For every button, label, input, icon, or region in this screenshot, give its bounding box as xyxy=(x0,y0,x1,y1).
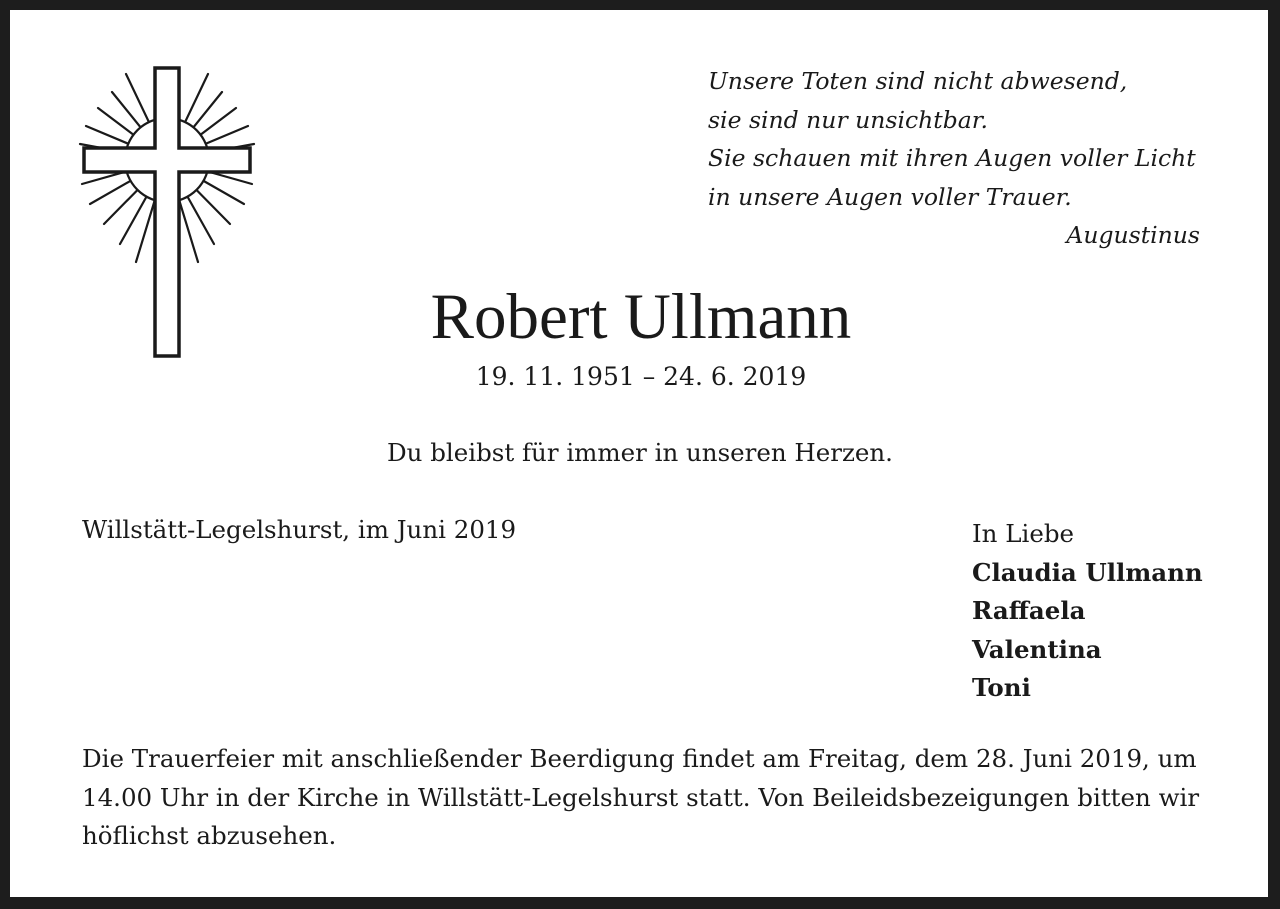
notice-line: Die Trauerfeier mit anschließender Beerdigung findet am Freitag, dem 28. Juni 2019, um xyxy=(82,744,1197,773)
obituary-notice xyxy=(10,10,1268,897)
notice-line: höflichst abzusehen. xyxy=(82,821,337,850)
quote-line: Unsere Toten sind nicht abwesend, xyxy=(708,67,1128,95)
funeral-notice xyxy=(82,740,1202,856)
mourner-name: Claudia Ullmann xyxy=(972,557,1203,587)
quote-line: in unsere Augen voller Trauer. xyxy=(708,182,1072,211)
mourners-block xyxy=(972,515,1203,708)
mourner-name: Valentina xyxy=(972,634,1102,664)
life-dates: 19. 11. 1951 – 24. 6. 2019 xyxy=(475,362,807,391)
memorial-motto: Du bleibst für immer in unseren Herzen. xyxy=(387,438,893,467)
place-and-date: Willstätt-Legelshurst, im Juni 2019 xyxy=(82,515,517,544)
quote-line: sie sind nur unsichtbar. xyxy=(708,105,988,134)
notice-line: 14.00 Uhr in der Kirche in Willstätt-Legelshurst statt. Von Beileidsbezeigungen bitten wir xyxy=(82,782,1200,812)
mourner-name: Raffaela xyxy=(972,596,1086,625)
quote-line: Sie schauen mit ihren Augen voller Licht xyxy=(708,144,1196,172)
quote-author: Augustinus xyxy=(1066,221,1200,249)
deceased-name: Robert Ullmann xyxy=(430,281,852,353)
mourners-intro: In Liebe xyxy=(972,519,1075,548)
quote-block xyxy=(708,62,1200,255)
mourner-name: Toni xyxy=(972,673,1031,702)
